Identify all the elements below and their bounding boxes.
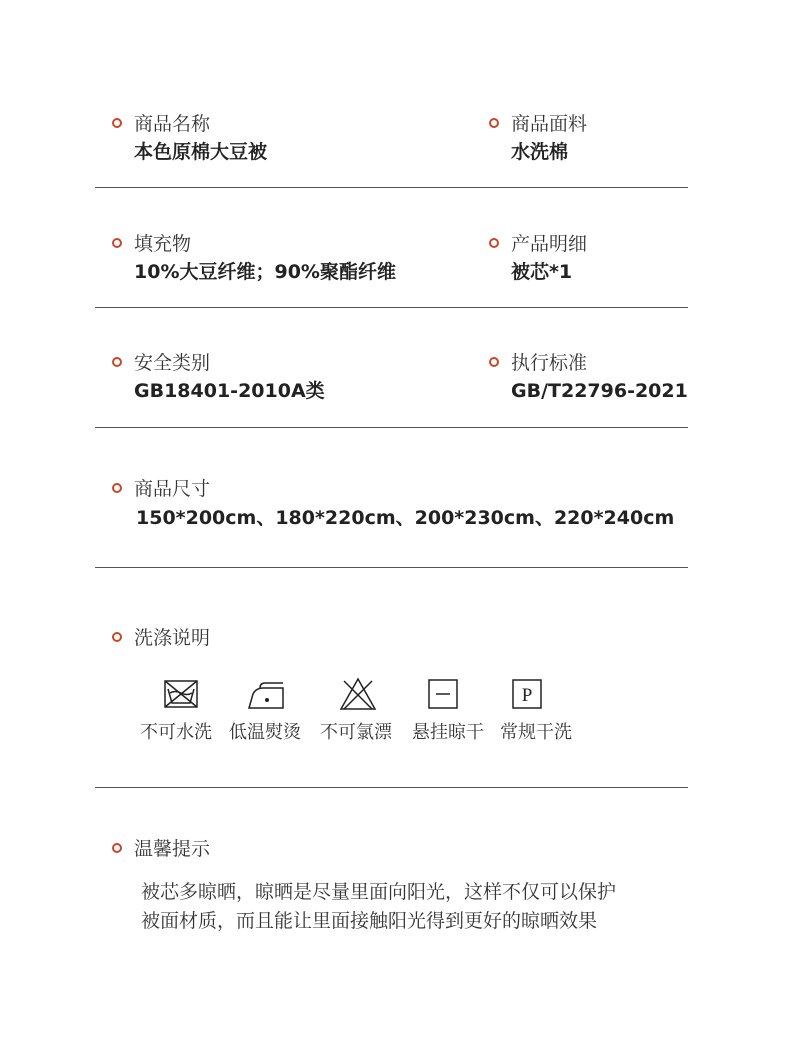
bullet-icon (489, 118, 499, 128)
bullet-icon (489, 357, 499, 367)
fabric-value: 水洗棉 (511, 141, 569, 163)
care-label-no-bleach: 不可氯漂 (320, 722, 392, 743)
tip-line-1: 被芯多晾晒，晾晒是尽量里面向阳光，这样不仅可以保护 (141, 881, 617, 903)
care-label-no-wash: 不可水洗 (140, 722, 212, 743)
safety-label: 安全类别 (134, 352, 211, 374)
divider (95, 187, 688, 188)
size-label: 商品尺寸 (134, 478, 211, 500)
bullet-icon (112, 632, 122, 642)
care-label-hang-dry: 悬挂晾干 (412, 722, 484, 743)
low-temp-iron-icon (246, 676, 286, 712)
no-water-wash-icon (161, 676, 201, 712)
care-label-low-iron: 低温熨烫 (229, 722, 301, 743)
product-name-value: 本色原棉大豆被 (134, 141, 268, 163)
bullet-icon (112, 238, 122, 248)
tips-label: 温馨提示 (134, 838, 211, 860)
washing-label: 洗涤说明 (134, 627, 211, 649)
divider (95, 787, 688, 788)
hang-dry-icon (423, 676, 463, 712)
divider (95, 427, 688, 428)
tip-line-2: 被面材质，而且能让里面接触阳光得到更好的晾晒效果 (141, 910, 598, 932)
no-bleach-icon (338, 676, 378, 712)
bullet-icon (112, 483, 122, 493)
safety-value: GB18401-2010A类 (134, 380, 325, 402)
dry-clean-glyph: P (521, 685, 533, 706)
divider (95, 307, 688, 308)
bullet-icon (112, 118, 122, 128)
bullet-icon (112, 357, 122, 367)
divider (95, 567, 688, 568)
filling-value: 10%大豆纤维；90%聚酯纤维 (134, 261, 396, 283)
details-value: 被芯*1 (511, 261, 573, 283)
product-name-label: 商品名称 (134, 113, 211, 135)
fabric-label: 商品面料 (511, 113, 588, 135)
standard-label: 执行标准 (511, 352, 588, 374)
care-label-dry-clean: 常规干洗 (500, 722, 572, 743)
size-value: 150*200cm、180*220cm、200*230cm、220*240cm (136, 507, 675, 529)
standard-value: GB/T22796-2021 (511, 380, 688, 402)
filling-label: 填充物 (134, 233, 192, 255)
details-label: 产品明细 (511, 233, 588, 255)
dry-clean-icon (507, 676, 547, 712)
bullet-icon (489, 238, 499, 248)
bullet-icon (112, 843, 122, 853)
